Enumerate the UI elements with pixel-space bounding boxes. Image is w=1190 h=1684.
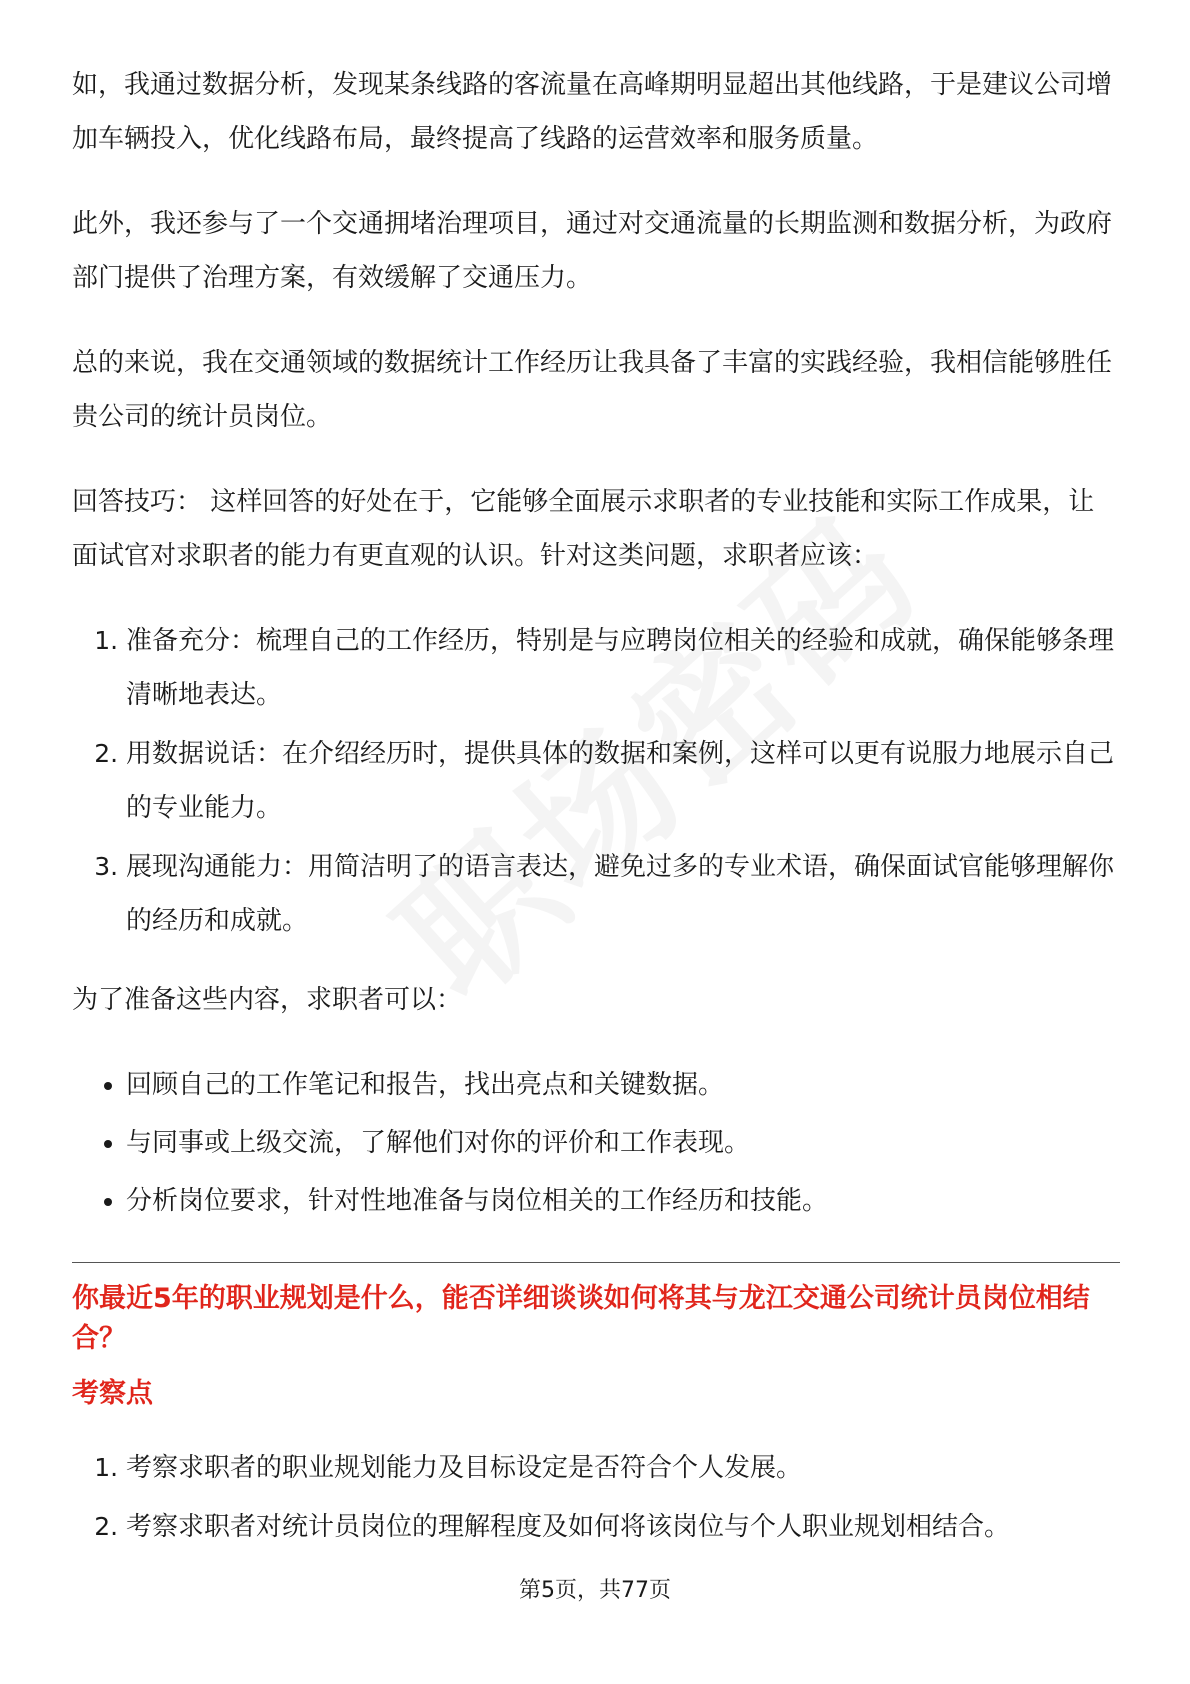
answer-tips-paragraph: 回答技巧： 这样回答的好处在于，它能够全面展示求职者的专业技能和实际工作成果，让面试官对求职者的能力有更直观的认识。针对这类问题，求职者应该： xyxy=(72,487,1095,571)
list-item: • 与同事或上级交流，了解他们对你的评价和工作表现。 xyxy=(126,1116,1120,1170)
tips-list xyxy=(72,614,1120,948)
paragraph-2: 此外，我还参与了一个交通拥堵治理项目，通过对交通流量的长期监测和数据分析，为政府部门提供了治理方案，有效缓解了交通压力。 xyxy=(72,209,1113,293)
prep-intro: 为了准备这些内容，求职者可以： xyxy=(72,985,463,1015)
section-heading: 考察点 xyxy=(72,1378,153,1409)
question-title: 你最近5年的职业规划是什么，能否详细谈谈如何将其与龙江交通公司统计员岗位相结合？ xyxy=(72,1283,1090,1354)
list-item: • 回顾自己的工作笔记和报告，找出亮点和关键数据。 xyxy=(126,1058,1120,1112)
points-list xyxy=(72,1441,1120,1554)
list-item: 1. 考察求职者的职业规划能力及目标设定是否符合个人发展。 xyxy=(126,1441,1120,1495)
document-body xyxy=(72,58,1120,1579)
list-item: 2. 考察求职者对统计员岗位的理解程度及如何将该岗位与个人职业规划相结合。 xyxy=(126,1500,1120,1554)
prep-list xyxy=(72,1058,1120,1228)
section-divider xyxy=(72,1262,1120,1263)
paragraph-3: 总的来说，我在交通领域的数据统计工作经历让我具备了丰富的实践经验，我相信能够胜任贵公司的统计员岗位。 xyxy=(72,348,1113,432)
paragraph-1: 如，我通过数据分析，发现某条线路的客流量在高峰期明显超出其他线路，于是建议公司增加车辆投入，优化线路布局，最终提高了线路的运营效率和服务质量。 xyxy=(72,70,1113,154)
list-item: 1. 准备充分：梳理自己的工作经历，特别是与应聘岗位相关的经验和成就，确保能够条理清晰地表达。 xyxy=(126,614,1120,722)
list-item: 3. 展现沟通能力：用简洁明了的语言表达，避免过多的专业术语，确保面试官能够理解你的经历和成就。 xyxy=(126,840,1120,948)
page-number: 第5页，共77页 xyxy=(519,1578,671,1603)
list-item: 2. 用数据说话：在介绍经历时，提供具体的数据和案例，这样可以更有说服力地展示自己的专业能力。 xyxy=(126,727,1120,835)
list-item: • 分析岗位要求，针对性地准备与岗位相关的工作经历和技能。 xyxy=(126,1174,1120,1228)
